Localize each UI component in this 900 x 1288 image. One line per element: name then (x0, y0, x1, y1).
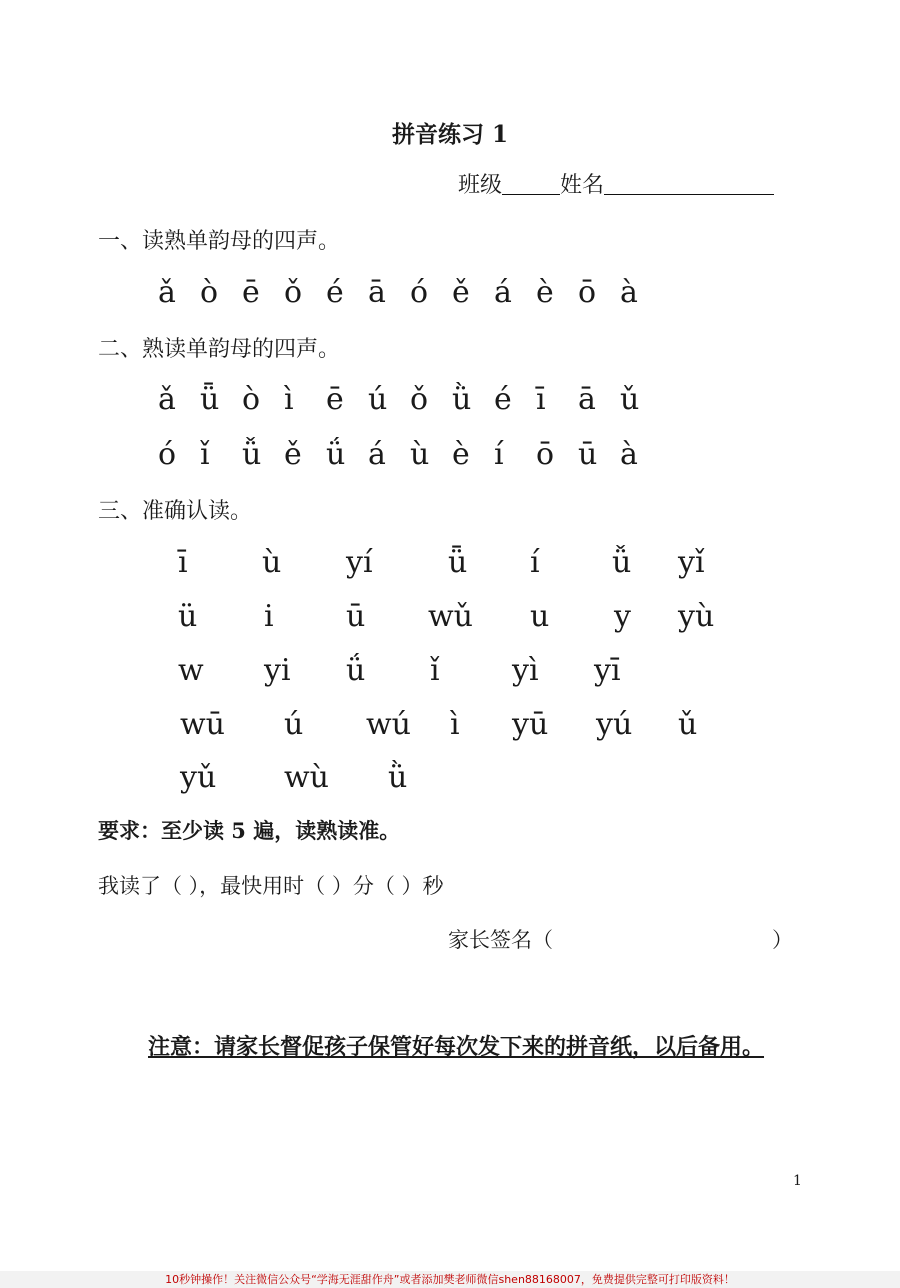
pinyin-item: ó (158, 437, 177, 472)
pinyin-item: ì (450, 707, 460, 742)
pinyin-item: yi (264, 653, 291, 688)
section1-heading: 一、读熟单韵母的四声。 (98, 229, 341, 254)
pinyin-item: ī (178, 545, 188, 580)
pinyin-item: ē (242, 275, 260, 310)
pinyin-item: é (326, 275, 344, 310)
class-blank[interactable] (502, 194, 560, 195)
pinyin-item: è (536, 275, 554, 310)
pinyin-item: í (494, 437, 504, 472)
section2-heading: 二、熟读单韵母的四声。 (98, 337, 341, 362)
pinyin-item: ǘ (326, 437, 346, 472)
pinyin-item: ē (326, 382, 344, 417)
pinyin-item: ǚ (242, 437, 262, 472)
pinyin-item: ú (368, 382, 388, 417)
pinyin-item: ā (368, 275, 386, 310)
pinyin-item: ú (284, 707, 304, 742)
pinyin-item: ū (346, 599, 366, 634)
pinyin-item: ā (578, 382, 596, 417)
section3-heading: 三、准确认读。 (98, 499, 253, 524)
pinyin-item: á (494, 275, 512, 310)
pinyin-item: yǐ (678, 545, 705, 580)
pinyin-item: ǘ (346, 653, 366, 688)
pinyin-item: ǎ (158, 275, 176, 310)
pinyin-item: wù (284, 760, 329, 795)
page-number: 1 (793, 1173, 802, 1189)
pinyin-item: ǔ (678, 707, 698, 742)
pinyin-item: ī (536, 382, 546, 417)
pinyin-item: ě (452, 275, 470, 310)
pinyin-item: ó (410, 275, 429, 310)
pinyin-item: ò (200, 275, 219, 310)
section1-row (0, 275, 900, 315)
pinyin-item: ō (578, 275, 597, 310)
pinyin-item: ǎ (158, 382, 176, 417)
page-title: 拼音练习 1 (391, 121, 508, 148)
section3-row4 (0, 707, 900, 747)
pinyin-item: ō (536, 437, 555, 472)
pinyin-item: yū (512, 707, 549, 742)
pinyin-item: ǔ (620, 382, 640, 417)
pinyin-item: ò (242, 382, 261, 417)
class-name-row (458, 168, 774, 199)
pinyin-item: y (614, 599, 631, 634)
pinyin-item: í (530, 545, 540, 580)
reading-record-line[interactable]: 我读了（ ），最快用时（ ）分（ ）秒 (98, 874, 444, 898)
pinyin-item: u (530, 599, 550, 634)
pinyin-item: wú (366, 707, 411, 742)
pinyin-item: yí (346, 545, 373, 580)
pinyin-item: á (368, 437, 386, 472)
pinyin-item: à (620, 275, 638, 310)
pinyin-item: ù (262, 545, 282, 580)
class-label: 班级 (458, 173, 503, 198)
pinyin-item: ǐ (430, 653, 440, 688)
pinyin-item: yú (596, 707, 633, 742)
pinyin-item: w (178, 653, 204, 688)
pinyin-item: wū (180, 707, 225, 742)
pinyin-item: ǐ (200, 437, 210, 472)
section3-row2 (0, 599, 900, 639)
pinyin-item: è (452, 437, 470, 472)
requirement-text: 要求：至少读 5 遍，读熟读准。 (98, 818, 401, 843)
footer-text: 10秒钟操作！关注微信公众号“学海无涯甜作舟”或者添加樊老师微信shen88168007，免费提供完整可打印版资料！ (165, 1273, 735, 1286)
name-blank[interactable] (604, 194, 774, 195)
pinyin-item: ū (578, 437, 598, 472)
pinyin-item: i (264, 599, 274, 634)
pinyin-item: yǔ (180, 760, 217, 795)
section2-row1 (0, 382, 900, 422)
section2-row2 (0, 437, 900, 477)
pinyin-item: ǒ (284, 275, 303, 310)
pinyin-item: ǜ (388, 760, 408, 795)
pinyin-item: ǒ (410, 382, 429, 417)
pinyin-item: à (620, 437, 638, 472)
pinyin-item: wǔ (428, 599, 473, 634)
footer-banner (0, 1271, 900, 1288)
parent-signature-close: ） (772, 928, 793, 952)
pinyin-item: ü (178, 599, 198, 634)
pinyin-item: ǚ (612, 545, 632, 580)
pinyin-item: ǜ (452, 382, 472, 417)
pinyin-item: yù (678, 599, 715, 634)
notice-text: 注意：请家长督促孩子保管好每次发下来的拼音纸，以后备用。 (148, 1034, 765, 1060)
pinyin-item: ǖ (448, 545, 468, 580)
parent-signature-label: 家长签名（ (448, 928, 553, 952)
pinyin-item: é (494, 382, 512, 417)
pinyin-item: ǖ (200, 382, 220, 417)
parent-signature-line[interactable] (448, 924, 793, 954)
pinyin-item: ě (284, 437, 302, 472)
pinyin-item: yì (512, 653, 539, 688)
section3-row5 (0, 760, 900, 800)
pinyin-item: ù (410, 437, 430, 472)
name-label: 姓名 (560, 173, 605, 198)
section3-row1 (0, 545, 900, 585)
section3-row3 (0, 653, 900, 693)
pinyin-item: ì (284, 382, 294, 417)
pinyin-item: yī (594, 653, 621, 688)
